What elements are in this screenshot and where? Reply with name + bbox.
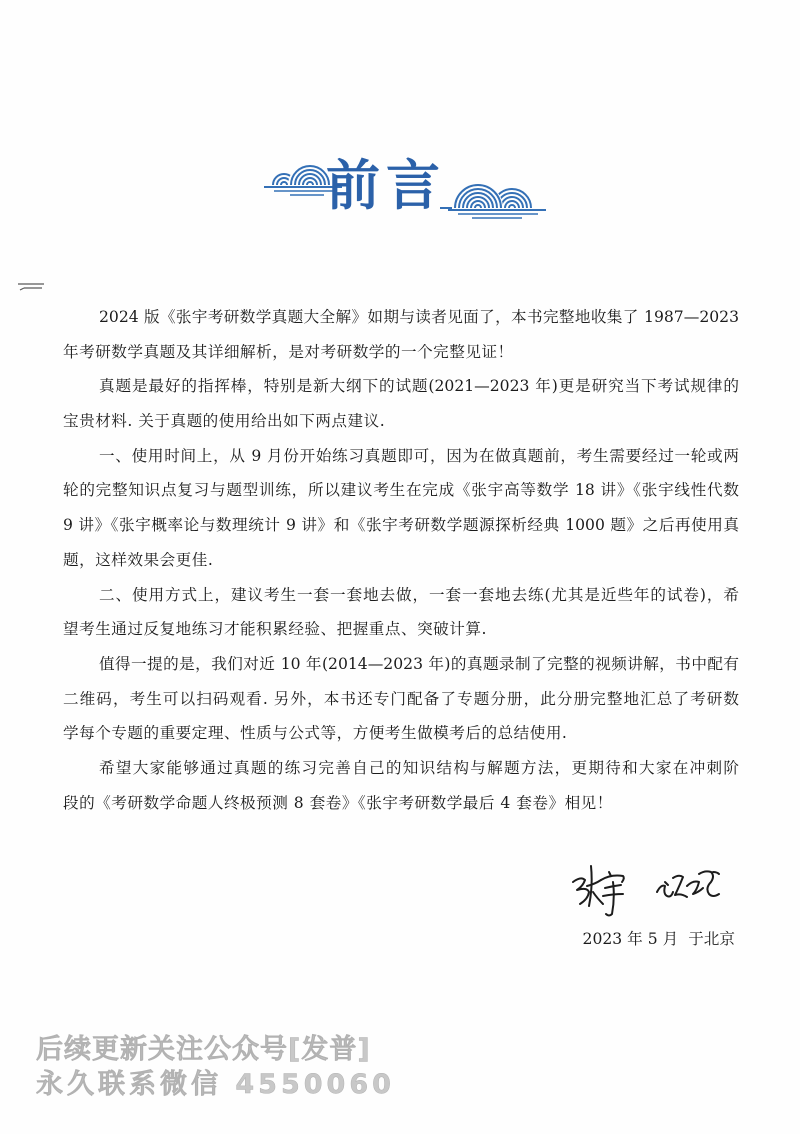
paragraph-6: [63, 751, 739, 820]
paragraph-3: [63, 439, 739, 578]
text-line: 宝贵材料. 关于真题的使用给出如下两点建议.: [63, 412, 386, 431]
text-line: 题，这样效果会更佳.: [63, 550, 214, 569]
text-line: 真题是最好的指挥棒，特别是新大纲下的试题(2021—2023 年)更是研究当下考试规律的: [99, 377, 739, 396]
text-line: 年考研数学真题及其详细解析，是对考研数学的一个完整见证！: [63, 342, 514, 361]
text-line: 学每个专题的重要定理、性质与公式等，方便考生做模考后的总结使用.: [63, 724, 568, 743]
closing-date: 2023 年 5 月: [582, 930, 679, 948]
text-line: 2024 版《张宇考研数学真题大全解》如期与读者见面了，本书完整地收集了 1987—2023: [99, 308, 739, 326]
text-line: 轮的完整知识点复习与题型训练，所以建议考生在完成《张宇高等数学 18 讲》《张宇线性代数: [63, 481, 739, 500]
closing-date-place: [583, 928, 735, 950]
paragraph-2: [63, 369, 739, 438]
paragraph-4: [63, 578, 739, 647]
paragraph-1: [63, 300, 739, 369]
text-line: 二维码，考生可以扫码观看. 另外，本书还专门配备了专题分册，此分册完整地汇总了考研数: [63, 689, 739, 708]
watermark-line-2: 永久联系微信 4550060: [36, 1069, 395, 1100]
text-line: 二、使用方式上，建议考生一套一套地去做，一套一套地去练(尤其是近些年的试卷)，希: [99, 585, 739, 604]
text-line: 一、使用时间上，从 9 月份开始练习真题即可，因为在做真题前，考生需要经过一轮或两: [99, 446, 739, 465]
handwritten-signature-icon: [565, 852, 740, 924]
watermark-line-1: 后续更新关注公众号[发普]: [36, 1034, 371, 1065]
preface-body: [63, 300, 739, 820]
scan-mark: [14, 278, 54, 294]
paragraph-5: [63, 647, 739, 751]
text-line: 希望大家能够通过真题的练习完善自己的知识结构与解题方法，更期待和大家在冲刺阶: [99, 758, 739, 777]
text-line: 值得一提的是，我们对近 10 年(2014—2023 年)的真题录制了完整的视频讲解，书中配有: [99, 654, 739, 673]
page-title: 前言: [326, 154, 446, 217]
cloud-wave-right-icon: [438, 178, 550, 222]
text-line: 望考生通过反复地练习才能积累经验、把握重点、突破计算.: [63, 620, 487, 639]
text-line: 段的《考研数学命题人终极预测 8 套卷》《张宇考研数学最后 4 套卷》相见！: [63, 793, 613, 812]
text-line: 9 讲》《张宇概率论与数理统计 9 讲》和《张宇考研数学题源探析经典 1000 题》之后再使用真: [63, 516, 739, 535]
closing-place: 于北京: [688, 930, 735, 948]
